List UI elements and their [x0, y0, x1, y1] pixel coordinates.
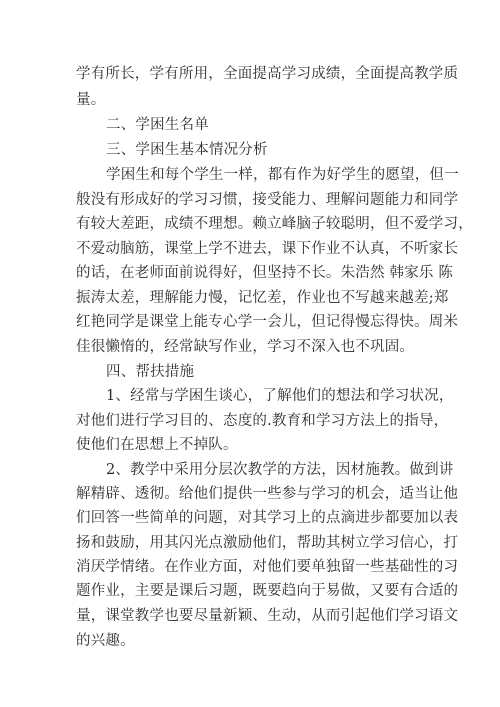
body-text-line: 佳很懒惰的，经常缺写作业，学习不深入也不巩固。 [76, 339, 415, 355]
body-text-line: 解精辟、透彻。给他们提供一些参与学习的机会，适当让他 [76, 486, 459, 502]
body-text-line: 题作业，主要是课后习题，既要趋向于易做，又要有合适的 [76, 583, 459, 599]
body-text-line: 使他们在思想上不掉队。 [76, 437, 238, 453]
section-heading: 二、学困生名单 [106, 117, 209, 133]
body-text-line: 学困生和每个学生一样，都有作为好学生的愿望，但一 [106, 167, 459, 183]
body-text-line: 振涛太差，理解能力慢，记忆差，作业也不写越来越差;郑 [76, 290, 449, 306]
body-text-line: 的兴趣。 [76, 633, 135, 649]
section-heading: 三、学困生基本情况分析 [106, 142, 268, 158]
body-text-line: 扬和鼓励，用其闪光点激励他们，帮助其树立学习信心，打 [76, 535, 459, 551]
body-text-line: 学有所长，学有所用，全面提高学习成绩，全面提高教学质 [76, 66, 459, 82]
body-text-line: 们回答一些简单的问题，对其学习上的点滴进步都要加以表 [76, 510, 459, 526]
body-text-line: 量，课堂教学也要尽量新颖、生动，从而引起他们学习语文 [76, 608, 459, 624]
section-heading: 四、帮扶措施 [106, 364, 195, 380]
body-text-line: 对他们进行学习目的、态度的.教育和学习方法上的指导， [76, 413, 449, 429]
body-text-line: 量。 [76, 92, 106, 108]
body-text-line: 1、经常与学困生谈心，了解他们的想法和学习状况， [106, 388, 454, 404]
body-text-line: 的话，在老师面前说得好，但坚持不长。朱浩然 韩家乐 陈 [76, 265, 454, 281]
body-text-line: 不爱动脑筋，课堂上学不进去，课下作业不认真，不听家长 [76, 241, 459, 257]
body-text-line: 般没有形成好的学习习惯，接受能力、理解问题能力和同学 [76, 192, 459, 208]
body-text-line: 消厌学情绪。在作业方面，对他们要单独留一些基础性的习 [76, 559, 459, 575]
body-text-line: 红艳同学是课堂上能专心学一会儿，但记得慢忘得快。周米 [76, 314, 459, 330]
body-text-line: 2、教学中采用分层次教学的方法，因材施教。做到讲 [106, 462, 454, 478]
body-text-line: 有较大差距，成绩不理想。赖立峰脑子较聪明，但不爱学习， [76, 216, 473, 232]
